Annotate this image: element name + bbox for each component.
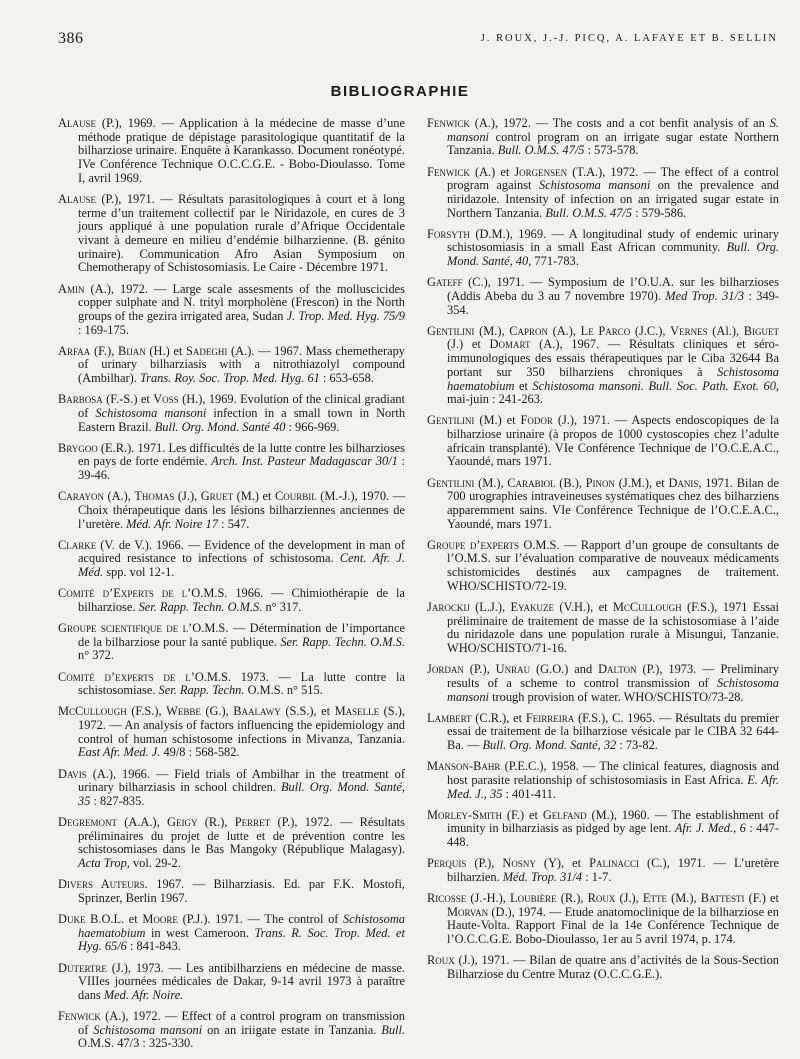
reference-text: : 349-354. <box>447 288 779 317</box>
reference-author: Davis <box>58 766 87 781</box>
reference-entry <box>58 283 405 338</box>
reference-author: Carabiol <box>507 475 556 490</box>
reference-entry <box>58 117 405 186</box>
reference-entry <box>427 663 779 704</box>
reference-title-italic: Acta Trop, <box>78 856 130 871</box>
reference-text: O.M.S. n° 515. <box>244 683 323 698</box>
reference-text: (G.), <box>200 704 234 719</box>
reference-author: Thomas <box>134 489 175 504</box>
reference-text: (T.A.), 1972. — The effect of a control program against <box>447 164 779 193</box>
reference-title-italic: Ser. Rapp. Techn. <box>158 683 245 698</box>
reference-text: : 447-448. <box>447 821 779 850</box>
reference-author: Ette <box>642 890 667 905</box>
reference-entry <box>58 393 405 434</box>
reference-text: (R.), <box>556 890 588 905</box>
reference-author: Forsyth <box>427 226 470 241</box>
reference-author: Jordan <box>427 662 464 677</box>
reference-text: on the prevalence and niridazole. Intensity of infection on an irrigated sugar estate in Northern Tanzania. <box>447 178 780 220</box>
reference-text: (P.J.). 1971. — The control of <box>177 912 344 927</box>
reference-author: Alause <box>58 116 96 130</box>
reference-author: Loubière <box>510 890 557 905</box>
reference-text: (A.), <box>547 323 581 338</box>
reference-text: (E.R.). 1971. Les difficultés de la lutte contre les bilharzioses en pays de forte endémie. <box>78 440 405 469</box>
running-head: J. ROUX, J.-J. PICQ, A. LAFAYE ET B. SELLIN <box>480 33 778 44</box>
reference-author: Roux <box>427 953 455 968</box>
reference-text: : 573-578. <box>584 143 639 158</box>
reference-author: Arfaa <box>58 343 91 358</box>
reference-author: Divers Auteurs. <box>58 877 148 892</box>
reference-author: Perquis <box>427 856 467 871</box>
reference-text: (M.-J.), 1970. — Choix thérapeutique dans les lésions bilharziennes anciennes de l’uretère. <box>78 489 406 531</box>
reference-text: (J.), 1971. — Bilan de quatre ans d’activités de la Sous-Section Bilharziose du Centre Muraz (O.C.C.G.E.). <box>447 953 779 981</box>
reference-author: Barbosa <box>58 392 103 407</box>
reference-author: Dutertre <box>58 960 107 975</box>
reference-text: (J.-H.), <box>466 890 511 905</box>
reference-author: Baalawy <box>233 704 281 719</box>
reference-title-italic: Trans. R. Soc. Trop. Med. et Hyg. 65/6 <box>78 925 405 954</box>
reference-author: Courbil <box>274 489 317 504</box>
reference-text: (J.), 1973. — Les antibilharziens en médecine de masse. VIIIes journées médicales de Dakar, 9-14 avril 1973 à paraître dans <box>78 960 405 1002</box>
reference-text: : 73-82. <box>616 738 658 753</box>
reference-entry <box>427 760 779 801</box>
reference-author: Clarke <box>58 537 97 552</box>
reference-entry <box>58 345 405 386</box>
reference-text: (F.S.), <box>126 704 167 719</box>
reference-text: (F.S.), 1971 Essai préliminaire de traitement de masse de la schistosomiase à l’aide du niridazole dans une population rurale à Misungui, Tanzanie. WHO/SCHISTO/71-16. <box>447 599 779 656</box>
reference-text: : 39-46. <box>78 454 405 483</box>
reference-entry <box>58 539 405 580</box>
reference-author: Biguet <box>743 323 780 338</box>
reference-author: Comité d’experts de l’O.M.S. <box>58 669 231 684</box>
reference-text: : 966-969. <box>285 419 340 434</box>
reference-text: (A.), 1972. — The costs and a cot benfit analysis of an <box>469 116 770 130</box>
reference-entry <box>427 414 779 469</box>
reference-text: (P.), <box>463 662 496 677</box>
reference-text: : 169-175. <box>78 322 129 337</box>
reference-text: 1966. — Chimiothérapie de la bilharziose. <box>78 586 405 614</box>
reference-author: Alause <box>58 191 96 206</box>
reference-text: (P.), <box>466 856 503 871</box>
reference-entry <box>58 193 405 275</box>
reference-title-italic: Bull. Org. Mond. Santé 40 <box>154 419 286 434</box>
reference-author: Maselle <box>334 704 380 719</box>
reference-text: (J.M.), et <box>615 475 669 490</box>
reference-author: Le Parco <box>580 323 631 338</box>
reference-text: (M.), <box>666 890 701 905</box>
reference-text: (A.A.), <box>116 815 167 830</box>
reference-entry <box>58 587 405 614</box>
reference-title-italic: Bull. Org. Mond. Santé, 32 <box>482 738 617 753</box>
reference-text: (P.), 1969. — Application à la médecine de masse d’une méthode pratique de dépistage parasitologique quantitatif de la bilharziose urinaire. Enquête à Karankasso. Document ronéotypé. IVe Conférence Technique O.C.C.G.E. - Bobo-Dioulasso. Tome I, avril 1969. <box>78 116 405 185</box>
reference-text: (S.S.), et <box>280 704 335 719</box>
reference-author: Carayon <box>58 489 104 504</box>
reference-entry <box>427 809 779 850</box>
reference-author: Danis <box>668 475 699 490</box>
reference-author: Brygoo <box>58 440 98 455</box>
reference-author: Battesti <box>700 890 745 905</box>
reference-text: (J.) et <box>447 337 490 352</box>
reference-title-italic: S. mansoni <box>447 116 779 144</box>
reference-text: (D.), 1974. — Etude anatomoclinique de la bilharziose en Haute-Volta. Rapport Final de la 14e Conférence Technique de l’O.C.C.G.E. Bobo-Dioulasso, 1er au 5 avril 1974, p. 174. <box>447 904 779 947</box>
reference-title-italic: Bull. Org. Mond. Santé, 40, <box>447 240 779 269</box>
reference-entry <box>58 442 405 483</box>
reference-title-italic: Med. Afr. Noire. <box>103 987 184 1002</box>
reference-author: Palinacci <box>589 856 640 871</box>
reference-text: (S.), 1972. — An analysis of factors influencing the epidemiology and control of human schistosome infections in Mivanza, Tanzania. <box>78 704 405 746</box>
reference-text: (H.), 1969. Evolution of the clinical gradiant of <box>78 392 405 420</box>
reference-author: Lambert <box>427 710 472 725</box>
reference-entry <box>427 325 779 407</box>
bibliography-right-column <box>427 117 779 989</box>
reference-title-italic: J. Trop. Med. Hyg. 75/9 <box>286 308 405 323</box>
reference-text: (F.) et <box>744 890 779 905</box>
reference-text: on an iriigate estate in Tanzania. <box>202 1022 382 1037</box>
reference-text: (C.), 1971. — L’uretère bilharzien. <box>447 856 779 884</box>
reference-text: (V. de V.). 1966. — Evidence of the development in man of acquired resistance to infections of schistosoma. <box>78 537 405 566</box>
reference-text: O.M.S. 47/3 : 325-330. <box>78 1036 194 1051</box>
reference-text: (M.), <box>474 323 510 338</box>
reference-text: (V.H.), et <box>554 599 613 614</box>
reference-text: (A.), 1972. — Effect of a control program on transmission of <box>78 1009 405 1037</box>
reference-author: Gateff <box>427 275 463 290</box>
reference-author: Duke <box>58 912 86 927</box>
reference-title-italic: Schistosoma mansoni. Bull. Soc. Path. Exot. 60, <box>532 378 779 393</box>
reference-text: (G.O.) and <box>530 662 599 677</box>
reference-entry <box>427 228 779 269</box>
reference-author: Comité d’Experts de l’O.M.S. <box>58 586 228 601</box>
reference-text: , 1971. Bilan de 700 urographies intraveineuses systématiques chez des bilharziens apparemment sains. VIe Conférence Technique de l’O.C.E.A.C., Yaoundé, mars 1971. <box>447 475 779 531</box>
reference-author: Sadeghi <box>185 343 228 358</box>
reference-text: (J.), <box>615 890 643 905</box>
reference-author: Fenwick <box>58 1009 101 1024</box>
reference-entry <box>58 622 405 663</box>
reference-text: in west Cameroon. <box>145 925 255 940</box>
reference-text: (M.) et <box>474 413 521 428</box>
reference-text: (R.), <box>197 815 235 830</box>
reference-text: (F.S.), C. 1965. — Résultats du premier essai de traitement de la bilharziose vésicale par le CIBA 32 644-Ba. — <box>447 710 779 753</box>
reference-entry <box>58 962 405 1003</box>
reference-author: Pinon <box>585 475 616 490</box>
reference-text: — Détermination de l’importance de la bilharziose pour la santé publique. <box>78 621 405 649</box>
reference-entry <box>427 954 779 981</box>
reference-author: Fenwick <box>427 164 470 179</box>
reference-author: Jarockij <box>427 599 470 614</box>
reference-author: Groupe d’experts <box>427 537 519 552</box>
reference-title-italic: Schistosoma mansoni <box>95 405 207 420</box>
reference-text: O.M.S. — Rapport d’un groupe de consultants de l’O.M.S. sur l’évaluation comparative de nouveaux médicaments schistomicides destinés aux campagnes de traitement. WHO/SCHISTO/72-19. <box>447 537 779 593</box>
reference-text: mai-juin : 241-263. <box>447 392 544 407</box>
reference-text: (P.E.C.), 1958. — The clinical features, diagnosis and host parasite relationship of schistosomiasis in East Africa. <box>447 759 779 787</box>
reference-author: Fodor <box>520 413 553 428</box>
reference-author: Gentilini <box>427 413 475 428</box>
reference-title-italic: Trans. Roy. Soc. Trop. Med. Hyg. 61 <box>139 371 320 386</box>
reference-author: McCullough <box>612 599 682 614</box>
reference-entry <box>58 705 405 760</box>
reference-text: (P.), 1973. — Preliminary results of a scheme to control transmission of <box>447 662 779 690</box>
reference-text: (A.), 1966. — Field trials of Ambilhar in the treatment of urinary bilharziasis in school children. <box>78 766 405 795</box>
reference-author: Ricosse <box>427 890 467 905</box>
reference-title-italic: Arch. Inst. Pasteur Madagascar 30/1 <box>211 454 398 469</box>
reference-title-italic: East Afr. Med. J. <box>78 745 161 760</box>
reference-text: control program on an irrigate sugar estate Northern Tanzania. <box>447 129 779 158</box>
reference-author: Groupe scientifique de l’O.M.S. <box>58 621 229 636</box>
reference-entry <box>58 913 405 954</box>
page-number: 386 <box>58 30 84 47</box>
reference-entry <box>427 276 779 317</box>
reference-entry <box>58 490 405 531</box>
reference-text: (L.J.), <box>469 599 511 614</box>
reference-text: : 1-7. <box>582 869 612 884</box>
reference-text: (J.C.), <box>630 323 671 338</box>
reference-text: n° 317. <box>262 599 302 614</box>
reference-author: Amin <box>58 281 85 296</box>
reference-text: (M.), <box>474 475 508 490</box>
reference-entry <box>58 816 405 871</box>
reference-entry <box>58 671 405 698</box>
reference-text: (F.-S.) et <box>102 392 154 407</box>
reference-author: Manson-Bahr <box>427 759 501 774</box>
reference-text: (F.), <box>90 343 118 358</box>
reference-text: 49/8 : 568-582. <box>160 745 240 760</box>
reference-title-italic: Schistosoma haematobium <box>78 912 406 940</box>
reference-author: Gruet <box>200 489 234 504</box>
reference-text: B.O.L. et <box>85 912 143 927</box>
reference-text: (A.) et <box>469 164 515 179</box>
reference-text: trough provision of water. WHO/SCHISTO/73-28. <box>489 689 744 704</box>
reference-text: vol. 29-2. <box>129 856 181 871</box>
reference-title-italic: Bull. O.M.S. 47/5 <box>497 143 585 158</box>
reference-title-italic: Schistosoma haematobium <box>447 364 779 393</box>
reference-title-italic: Schistosoma mansoni <box>447 675 779 704</box>
reference-text: 1973. — La lutte contre la schistosomiase. <box>78 669 405 698</box>
reference-author: Gentilini <box>427 475 475 490</box>
reference-text: : 547. <box>218 516 250 531</box>
reference-entry <box>427 601 779 656</box>
reference-entry <box>58 768 405 809</box>
reference-author: Voss <box>153 392 179 407</box>
reference-author: Eyakuze <box>510 599 555 614</box>
reference-author: Moore <box>142 912 178 927</box>
reference-text: (A.), <box>103 489 135 504</box>
reference-author: Domart <box>489 337 531 352</box>
reference-text: (C.R.), et <box>471 710 526 725</box>
reference-entry <box>427 166 779 221</box>
reference-text: (J.), <box>174 489 201 504</box>
reference-text: (Al.), <box>707 323 744 338</box>
reference-author: Vernes <box>670 323 708 338</box>
reference-title-italic: Bull. Org. Mond. Santé, 35 <box>78 780 405 808</box>
reference-title-italic: Ser. Rapp. Techn. O.M.S. <box>280 634 405 649</box>
reference-text: (H.) et <box>145 343 186 358</box>
reference-text: (P.), 1972. — Résultats préliminaires du projet de lutte et de prévention contre les schistosomiases dans le Bas Mangoky (République Malagasy). <box>78 815 406 857</box>
reference-title-italic: Schistosoma mansoni <box>538 178 651 193</box>
reference-title-italic: Afr. J. Med., 6 <box>674 821 746 836</box>
reference-text: (B.), <box>555 475 586 490</box>
reference-author: Webbe <box>166 704 201 719</box>
reference-text: (F.) et <box>502 807 543 822</box>
reference-text: infection in a small town in North Eastern Brazil. <box>78 405 406 434</box>
reference-author: Capron <box>509 323 548 338</box>
reference-text: 771-783. <box>531 254 579 269</box>
reference-text: n° 372. <box>78 648 114 663</box>
reference-author: Degremont <box>58 815 117 830</box>
reference-title-italic: Cent. Afr. J. Méd. <box>78 551 405 580</box>
reference-title-italic: Med Trop. 31/3 <box>665 288 745 303</box>
reference-author: Dalton <box>598 662 637 677</box>
reference-entry <box>427 892 779 947</box>
reference-text: (A.), 1972. — Large scale assesments of the molluscicides copper sulphate and N. trityl morpholène (Frescon) in the North groups of the gezira irrigated area, Sudan <box>78 281 405 323</box>
reference-text: (P.), 1971. — Résultats parasitologiques à court et à long terme d’un traitement collectif par le Niridazole, en cures de 3 jours appliqué à une population rurale d’Afrique Occidentale vivant à demeure en milieu d’endémie bilharzienne. (B. génito urinaire). Communication Afro Asian Symposium on Chemotherapy of Schistosomiasis. Le Caire - Décembre 1971. <box>78 191 405 275</box>
reference-author: Feirreira <box>525 710 575 725</box>
reference-text: (D.M.), 1969. — A longitudinal study of endemic urinary schistosomiasis in a small East African community. <box>447 226 779 255</box>
reference-author: Gentilini <box>427 323 475 338</box>
reference-text: (A.). — 1967. Mass chemetherapy of urinary bilharziasis with a nitrothiazolyl compound (Ambilhar). <box>78 343 405 386</box>
reference-author: Roux <box>587 890 616 905</box>
reference-text: (J.), 1971. — Aspects endoscopiques de la bilharziose urinaire (à propos de 1000 cystoscopies chez l’adulte africain transplanté). VIe Conférence Technique de l’O.C.E.A.C., Yaoundé, mars 1971. <box>447 413 779 469</box>
reference-text: et <box>514 378 533 393</box>
section-title: BIBLIOGRAPHIE <box>330 83 470 100</box>
reference-entry <box>58 1010 405 1051</box>
reference-author: Nosny <box>502 856 536 871</box>
reference-text: (A.), 1967. — Résultats cliniques et séro-immunologiques des essais thérapeutiques par le Ciba 32644 Ba portant sur 350 bilharziens chroniques à <box>447 337 779 379</box>
reference-title-italic: Bull. O.M.S. 47/5 <box>545 205 633 220</box>
reference-author: Gelfand <box>542 807 587 822</box>
reference-title-italic: E. Afr. Med. J., 35 <box>447 772 779 801</box>
reference-title-italic: Méd. Afr. Noire 17 <box>126 516 219 531</box>
reference-text: : 827-835. <box>90 793 145 808</box>
reference-text: 1967. — Bilharziasis. Ed. par F.K. Mostofi, Sprinzer, Berlin 1967. <box>78 877 405 905</box>
reference-author: Geigy <box>167 815 198 830</box>
reference-author: McCullough <box>58 704 127 719</box>
reference-text: : 653-658. <box>319 371 374 386</box>
reference-text: (M.) et <box>233 489 275 504</box>
reference-text: : 841-843. <box>126 939 181 954</box>
reference-title-italic: Schistosoma mansoni <box>93 1022 203 1037</box>
reference-entry <box>427 539 779 594</box>
reference-author: Fenwick <box>427 116 470 130</box>
reference-entry <box>427 477 779 532</box>
reference-title-italic: Ser. Rapp. Techn. O.M.S. <box>138 599 263 614</box>
reference-entry <box>427 117 779 158</box>
reference-title-italic: Bull. <box>381 1022 406 1037</box>
reference-author: Bijan <box>117 343 146 358</box>
reference-text: : 401-411. <box>502 786 556 801</box>
reference-entry <box>427 712 779 753</box>
reference-text: (C.), 1971. — Symposium de l’O.U.A. sur les bilharzioses (Addis Abeba du 3 au 7 novembre 1970). <box>447 275 779 303</box>
reference-author: Unrau <box>495 662 531 677</box>
reference-text: (Y), et <box>535 856 590 871</box>
reference-author: Morley-Smith <box>427 807 503 822</box>
bibliography-left-column <box>58 117 405 1059</box>
reference-title-italic: Méd. Trop. 31/4 <box>502 869 583 884</box>
reference-text: (M.), 1960. — The establishment of imunity in bilharziasis as pidged by age lent. <box>447 807 779 836</box>
reference-author: Jorgensen <box>514 164 568 179</box>
reference-entry <box>427 857 779 884</box>
reference-entry <box>58 878 405 905</box>
reference-author: Perret <box>234 815 271 830</box>
reference-text: : 579-586. <box>632 205 687 220</box>
reference-text: spp. vol 12-1. <box>103 565 175 580</box>
reference-author: Morvan <box>447 904 489 919</box>
